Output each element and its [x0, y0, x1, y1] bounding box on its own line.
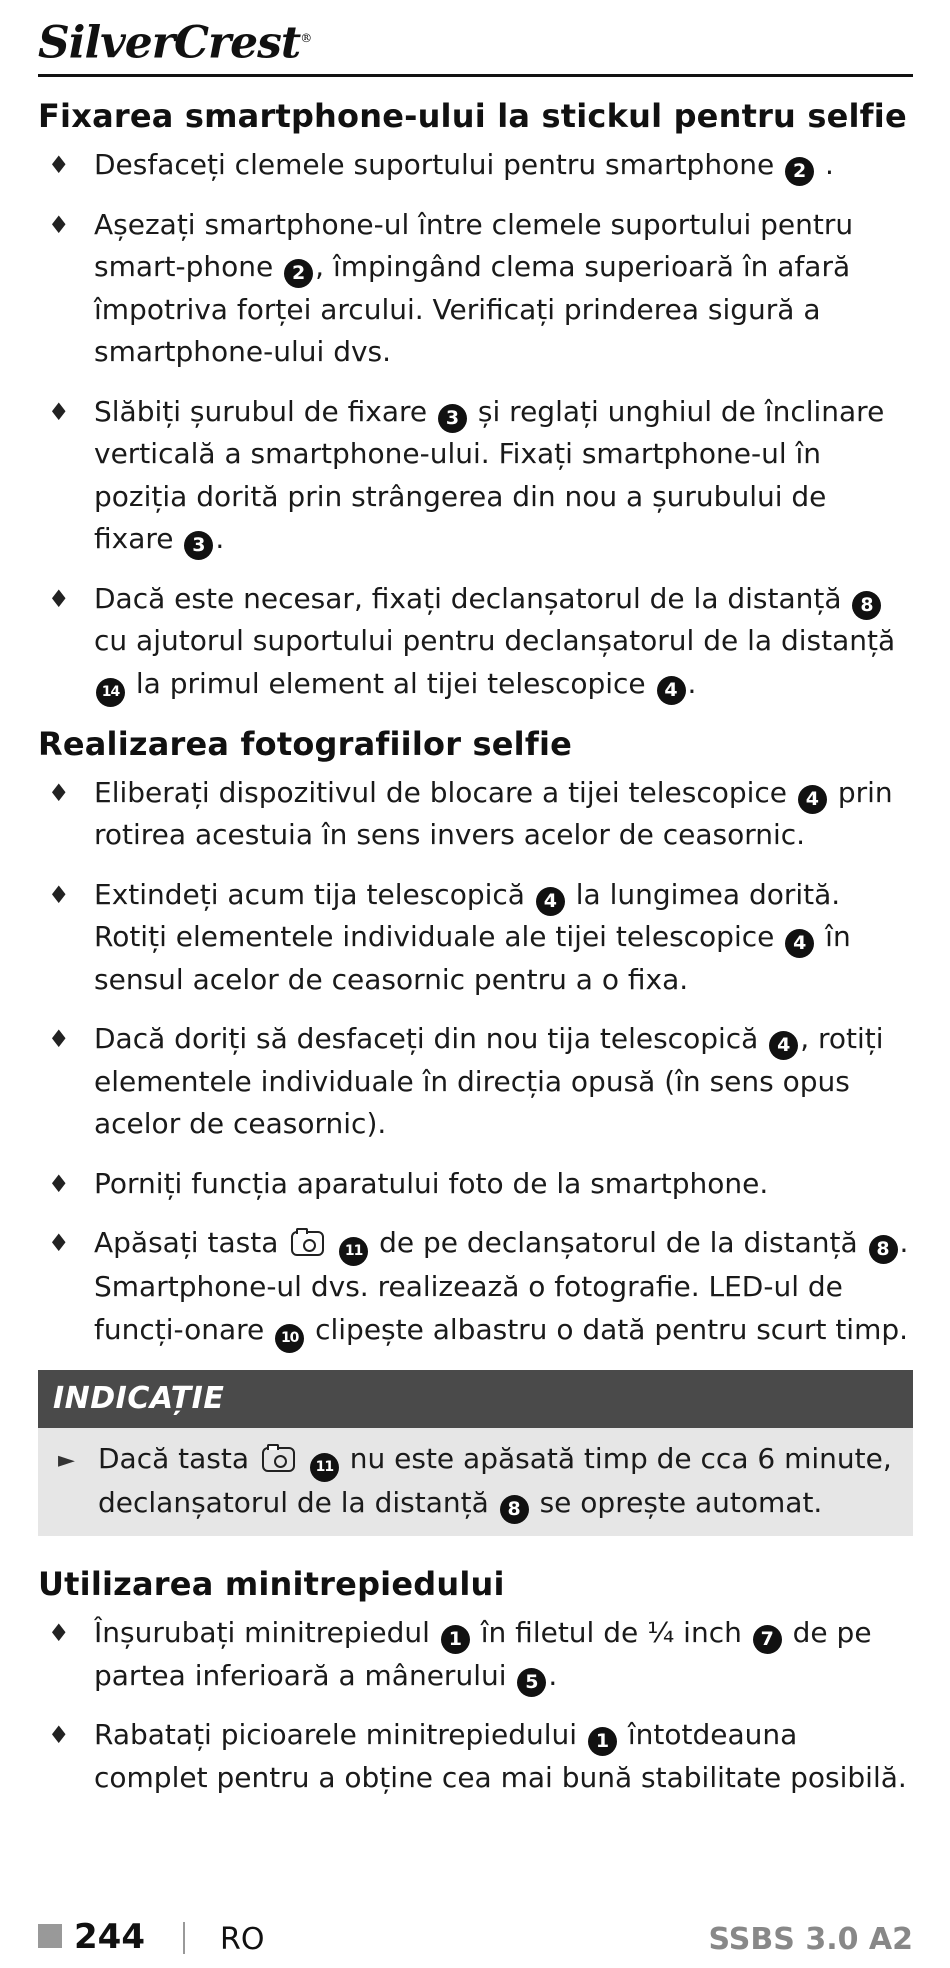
section-taking-selfies — [38, 724, 913, 1353]
diamond-bullet-icon: ♦ — [48, 397, 70, 426]
text-run: Dacă doriți să desfaceți din nou tija telescopică — [94, 1022, 768, 1055]
arrow-icon: ► — [58, 1447, 75, 1473]
text-run: Porniți funcția aparatului foto de la smartphone. — [94, 1166, 769, 1200]
text-run: . — [215, 522, 225, 555]
square-icon — [38, 1924, 62, 1948]
part-number-badge: 8 — [869, 1235, 898, 1264]
camera-icon — [262, 1447, 295, 1472]
diamond-bullet-icon: ♦ — [48, 1229, 70, 1257]
part-number-badge: 5 — [517, 1668, 546, 1697]
text-run: la lungimea dorită. Rotiți elementele individuale ale tijei telescopice — [94, 877, 841, 953]
diamond-bullet-icon: ♦ — [48, 1619, 70, 1647]
page-number: 244 — [74, 1917, 145, 1957]
part-number-badge: 3 — [438, 404, 467, 433]
part-number-badge: 11 — [339, 1237, 368, 1266]
part-number-badge: 10 — [275, 1324, 304, 1353]
text-run: cu ajutorul suportului pentru declanșatorul de la distanță — [94, 624, 896, 657]
text-run: . — [816, 148, 834, 181]
registered-mark: ® — [300, 31, 312, 45]
text-run: Rabatați picioarele minitrepiedului — [94, 1718, 586, 1751]
text-run: Apăsați tasta — [94, 1226, 288, 1259]
text-run: clipește albastru o dată pentru scurt timp. — [306, 1312, 909, 1346]
text-run: în sensul acelor de ceasornic pentru a o fixa. — [94, 920, 851, 996]
part-number-badge: 4 — [798, 785, 827, 814]
list-item — [38, 1018, 913, 1146]
text-run: Dacă tasta — [98, 1441, 258, 1475]
text-run: de pe declanșatorul de la distanță — [370, 1226, 867, 1259]
section-title: Utilizarea minitrepiedului — [38, 1565, 505, 1603]
text-run: de pe partea inferioară a mânerului — [94, 1616, 872, 1692]
part-number-badge: 4 — [769, 1031, 798, 1060]
text-run: la primul element al tijei telescopice — [127, 666, 655, 700]
text-run: Extindeți acum tija telescopică — [94, 877, 534, 911]
text-run: Slăbiți șurubul de fixare — [94, 394, 437, 428]
list-item — [38, 578, 913, 707]
part-number-badge: 4 — [536, 887, 565, 916]
brand-logo — [38, 8, 311, 74]
section-fixing-smartphone — [38, 96, 913, 707]
instruction-list — [38, 772, 913, 1353]
part-number-badge: 14 — [96, 678, 125, 707]
list-item — [38, 144, 913, 187]
text-run: prin rotirea acestuia în sens invers acelor de ceasornic. — [94, 775, 893, 851]
brand-name: SilverCrest — [38, 17, 301, 69]
diamond-bullet-icon: ♦ — [48, 778, 70, 807]
list-item — [38, 1612, 913, 1697]
language-code: RO — [220, 1922, 265, 1957]
diamond-bullet-icon: ♦ — [48, 151, 70, 179]
list-item — [38, 391, 913, 561]
part-number-badge: 4 — [785, 929, 814, 958]
instruction-list — [38, 1612, 913, 1799]
diamond-bullet-icon: ♦ — [48, 584, 70, 613]
text-run: Dacă este necesar, fixați declanșatorul de la distanță — [94, 581, 851, 615]
part-number-badge: 11 — [310, 1453, 339, 1482]
section-mini-tripod — [38, 1564, 913, 1799]
text-run: Eliberați dispozitivul de blocare a tijei telescopice — [94, 775, 796, 809]
text-run: . — [687, 666, 697, 700]
part-number-badge: 8 — [852, 591, 881, 620]
diamond-bullet-icon: ♦ — [48, 210, 70, 239]
note-text — [98, 1442, 892, 1519]
note-box — [38, 1370, 913, 1537]
text-run — [328, 1226, 337, 1259]
list-item — [38, 1222, 913, 1353]
text-run: , rotiți elementele individuale în direcția opusă (în sens opus acelor de ceasornic). — [94, 1022, 884, 1140]
diamond-bullet-icon: ♦ — [48, 880, 70, 909]
diamond-bullet-icon: ♦ — [48, 1025, 70, 1053]
main-content — [38, 96, 913, 1816]
camera-icon — [291, 1231, 324, 1256]
part-number-badge: 4 — [657, 676, 686, 705]
text-run — [299, 1442, 308, 1475]
text-run: Înșurubați minitrepiedul — [94, 1616, 439, 1649]
list-item — [38, 204, 913, 374]
part-number-badge: 3 — [184, 531, 213, 560]
text-run: se oprește automat. — [530, 1485, 823, 1519]
diamond-bullet-icon: ♦ — [48, 1721, 70, 1749]
header-rule — [38, 74, 913, 77]
list-item — [38, 1163, 913, 1206]
part-number-badge: 1 — [441, 1625, 470, 1654]
part-number-badge: 8 — [500, 1495, 529, 1524]
list-item — [38, 772, 913, 857]
note-title: INDICAȚIE — [38, 1370, 913, 1428]
section-title: Fixarea smartphone-ului la stickul pentru selfie — [38, 97, 907, 135]
text-run: Desfaceți clemele suportului pentru smartphone — [94, 148, 784, 181]
model-number: SSBS 3.0 A2 — [708, 1922, 913, 1957]
text-run: în filetul de ¼ inch — [471, 1616, 751, 1649]
list-item — [38, 1714, 913, 1799]
text-run: nu este apăsată timp de cca 6 minute, declanșatorul de la distanță — [98, 1441, 892, 1519]
text-run: întotdeauna complet pentru a obține cea mai bună stabilitate posibilă. — [94, 1718, 907, 1794]
instruction-list — [38, 144, 913, 707]
part-number-badge: 7 — [753, 1625, 782, 1654]
text-run: Așezați smartphone-ul între clemele suportului pentru smart-phone — [94, 207, 854, 283]
part-number-badge: 2 — [284, 259, 313, 288]
note-body — [38, 1428, 913, 1537]
text-run: , împingând clema superioară în afară împotriva forței arcului. Verificați prinderea sigură a smartphone-ului dvs. — [94, 250, 851, 368]
section-title: Realizarea fotografiilor selfie — [38, 724, 573, 763]
text-run: . — [548, 1658, 558, 1692]
footer-divider — [183, 1922, 185, 1954]
list-item — [38, 874, 913, 1002]
diamond-bullet-icon: ♦ — [48, 1169, 70, 1198]
text-run: și reglați unghiul de înclinare verticală a smartphone-ului. Fixați smartphone-ul în poziția dorită prin strângerea din nou a șurubului de fixare — [94, 394, 885, 555]
part-number-badge: 2 — [785, 157, 814, 186]
text-run: . Smartphone-ul dvs. realizează o fotografie. LED-ul de funcți-onare — [94, 1226, 909, 1346]
part-number-badge: 1 — [588, 1727, 617, 1756]
